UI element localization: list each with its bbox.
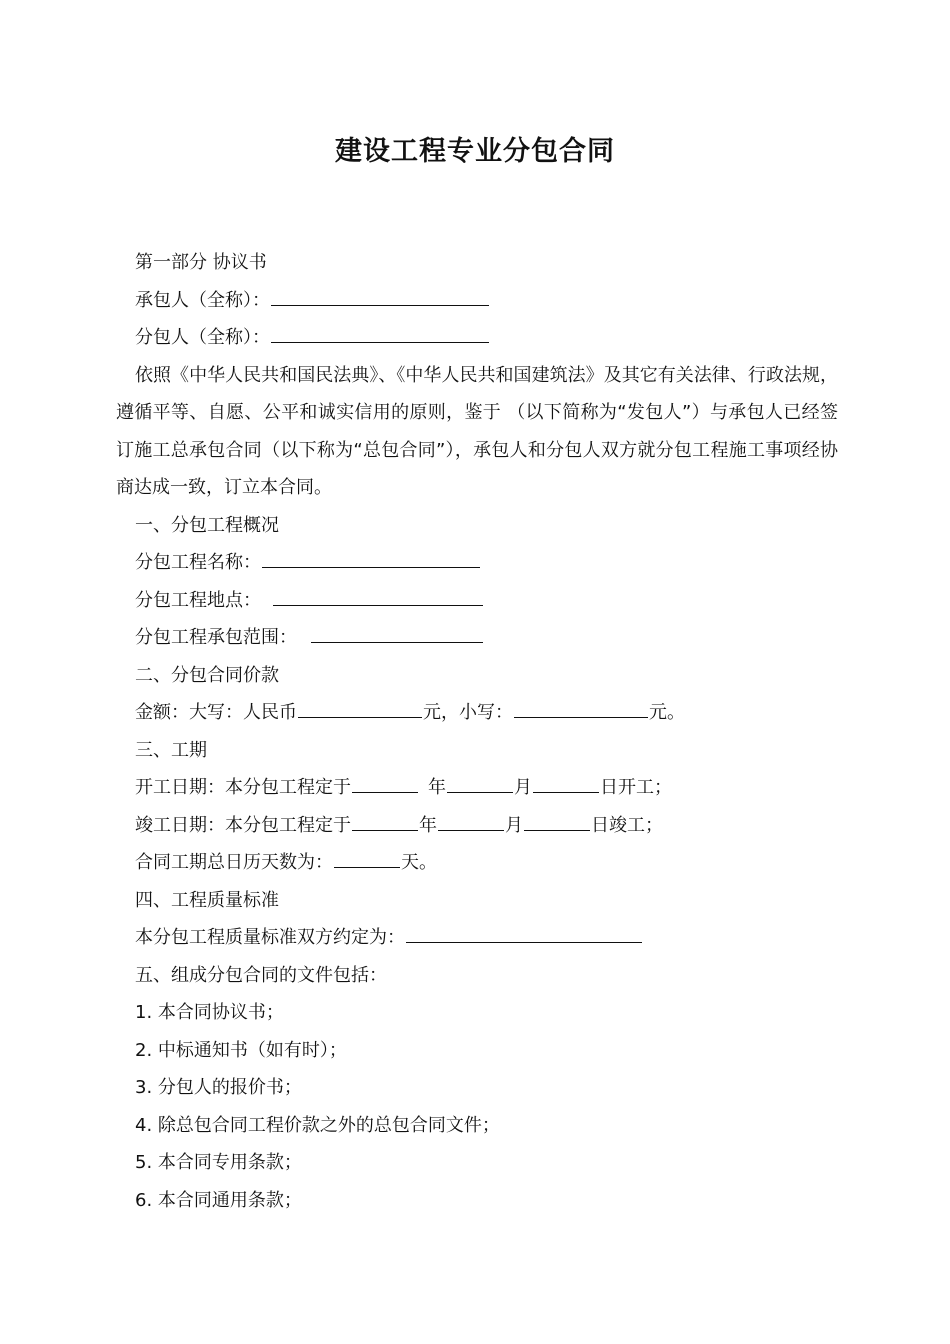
total-days-tail: 天。	[401, 852, 437, 873]
document-title: 建设工程专业分包合同	[335, 136, 615, 167]
start-date-label: 开工日期：本分包工程定于	[135, 777, 351, 798]
end-day-blank[interactable]	[524, 812, 590, 831]
amount-yuan-end: 元。	[649, 702, 685, 723]
start-month-unit: 月	[514, 777, 532, 798]
part-heading: 第一部分 协议书	[135, 252, 267, 273]
start-month-blank[interactable]	[447, 774, 513, 793]
list-item: 5. 本合同专用条款；	[135, 1152, 302, 1173]
completion-date-line	[116, 807, 838, 845]
contractor-label: 承包人（全称）：	[135, 289, 270, 311]
total-days-line	[116, 844, 838, 882]
start-year-unit: 年	[428, 777, 446, 798]
project-name-line	[116, 544, 838, 582]
total-days-blank[interactable]	[334, 849, 400, 868]
list-item: 2. 中标通知书（如有时）；	[135, 1039, 347, 1061]
section-1-heading: 一、分包工程概况	[135, 514, 279, 536]
section-5-heading: 五、组成分包合同的文件包括：	[135, 964, 387, 986]
subcontractor-line	[116, 319, 838, 357]
project-location-line	[116, 582, 838, 620]
project-name-label: 分包工程名称：	[135, 552, 261, 573]
end-year-blank[interactable]	[352, 812, 418, 831]
start-date-line	[116, 769, 838, 807]
total-days-label: 合同工期总日历天数为：	[135, 852, 333, 873]
amount-figures-blank[interactable]	[514, 699, 648, 718]
end-year-unit: 年	[419, 814, 437, 836]
subcontractor-label: 分包人（全称）：	[135, 327, 270, 348]
end-day-tail: 日竣工；	[591, 814, 663, 836]
project-scope-label: 分包工程承包范围：	[135, 627, 297, 648]
end-month-blank[interactable]	[438, 812, 504, 831]
contractor-line	[116, 282, 838, 320]
quality-standard-label: 本分包工程质量标准双方约定为：	[135, 927, 405, 948]
quality-standard-blank[interactable]	[406, 924, 642, 943]
project-scope-blank[interactable]	[311, 624, 483, 643]
list-item: 1. 本合同协议书；	[135, 1002, 284, 1023]
list-item: 3. 分包人的报价书；	[135, 1077, 302, 1098]
start-year-blank[interactable]	[352, 774, 418, 793]
amount-line	[116, 694, 838, 732]
amount-yuan-small-label: 元，小写：	[423, 702, 513, 723]
preamble-paragraph: 依照《中华人民共和国民法典》、《中华人民共和国建筑法》及其它有关法律、行政法规，遵循平等、自愿、公平和诚实信用的原则，鉴于 （以下简称为“发包人”）与承包人已经签订施工总承包合同（以下称为“总包合同”），承包人和分包人双方就分包工程施工事项经协商达成一致，订立本合同。	[116, 364, 838, 498]
project-location-blank[interactable]	[273, 587, 483, 606]
project-scope-line	[116, 619, 838, 657]
amount-words-blank[interactable]	[298, 699, 422, 718]
section-3-heading: 三、工期	[135, 739, 207, 761]
document-body	[116, 244, 838, 1219]
section-2-heading: 二、分包合同价款	[135, 664, 279, 686]
start-day-blank[interactable]	[533, 774, 599, 793]
project-location-label: 分包工程地点：	[135, 589, 261, 611]
project-name-blank[interactable]	[262, 549, 480, 568]
completion-date-label: 竣工日期：本分包工程定于	[135, 814, 351, 836]
list-item: 4. 除总包合同工程价款之外的总包合同文件；	[135, 1114, 500, 1136]
amount-label: 金额：大写：人民币	[135, 702, 297, 723]
list-item: 6. 本合同通用条款；	[135, 1189, 302, 1211]
end-month-unit: 月	[505, 814, 523, 836]
section-4-heading: 四、工程质量标准	[135, 889, 279, 911]
quality-standard-line	[116, 919, 838, 957]
contractor-name-blank[interactable]	[271, 287, 489, 306]
start-day-tail: 日开工；	[600, 777, 672, 798]
subcontractor-name-blank[interactable]	[271, 324, 489, 343]
